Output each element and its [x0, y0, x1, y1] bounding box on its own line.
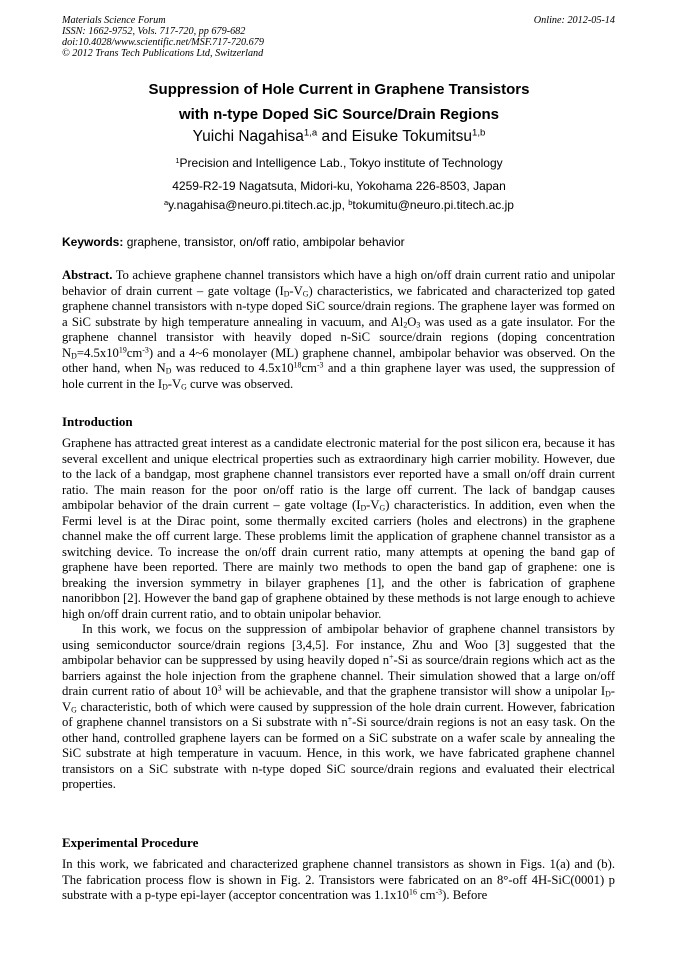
abstract-text: O — [407, 314, 417, 329]
experimental-text: ). Before — [442, 888, 488, 902]
abstract-sup: 18 — [293, 360, 302, 370]
keywords-label: Keywords: — [62, 235, 124, 249]
issn-line: ISSN: 1662-9752, Vols. 717-720, pp 679-682 — [62, 26, 246, 37]
paper-title-line1: Suppression of Hole Current in Graphene Transistors — [148, 81, 530, 98]
intro-sup: 3 — [217, 683, 222, 693]
abstract-text: cm — [301, 361, 317, 375]
abstract-sup: -3 — [142, 345, 149, 355]
abstract-sup: 19 — [118, 345, 127, 355]
abstract-sub: 3 — [416, 320, 421, 330]
abstract-text: ) and a 4~6 monolayer (ML) graphene channel, ambipolar behavior was observed. On the other hand, when N — [62, 345, 615, 375]
introduction-body — [62, 436, 615, 793]
author-2-sup: 1,b — [471, 127, 486, 139]
journal-name: Materials Science Forum — [62, 15, 166, 26]
abstract-sub: D — [162, 382, 168, 392]
author-joiner: and — [317, 128, 352, 145]
intro-sub: G — [71, 705, 77, 715]
online-date: Online: 2012-05-14 — [533, 15, 615, 26]
email-b-sup: b — [348, 197, 353, 207]
intro-text: In this work, we focus on the suppression of ambipolar behavior of graphene channel transistors by using semiconductor source/drain regions [3,4,5]. For instance, Zhu and Woo [3] suggested that the ambipolar behavior can be suppressed by using heavily doped n — [62, 622, 615, 667]
experimental-text: In this work, we fabricated and characterized graphene channel transistors as shown in Figs. 1(a) and (b). The fabrication process flow is shown in Fig. 2. Transistors were fabricated on an 8°-off 4H-SiC(0001) p substrate with a p-type epi-layer (acceptor concentration was 1.1x10 — [62, 857, 615, 902]
intro-text: Graphene has attracted great interest as a candidate electronic material for the post silicon era, because it has several excellent and unique electrical properties such as extraordinary high carrier mobility. However, due to the lack of a bandgap, most graphene channel transistors ever reported have a small on/off drain current ratio. The main reason for the poor on/off ratio is the large off current. The lack of bandgap causes ambipolar behavior of the drain current – gate voltage (I — [62, 436, 615, 512]
experimental-paragraph-1 — [62, 857, 615, 904]
intro-sub: D — [360, 503, 367, 513]
intro-text: characteristic, both of which were caused by suppression of the hole drain current. However, fabrication of graphene channel transistors on a Si substrate with n — [62, 699, 615, 729]
abstract-text: cm — [126, 345, 143, 360]
abstract-text: curve was observed. — [186, 376, 294, 391]
intro-sup: + — [389, 652, 394, 662]
email-a[interactable]: y.nagahisa@neuro.pi.titech.ac.jp — [168, 198, 342, 212]
abstract-label: Abstract. — [62, 268, 113, 282]
intro-text: -V — [62, 684, 615, 714]
experimental-text: cm — [416, 888, 436, 902]
intro-text: -V — [366, 498, 380, 512]
abstract — [62, 268, 615, 392]
intro-text: -Si as source/drain regions which act as the barriers against the hole injection from the graphene channel. Their simulation showed that a large on/off drain current ratio of about 10 — [62, 653, 615, 698]
experimental-sup: 16 — [409, 887, 417, 897]
abstract-text: To achieve graphene channel transistors which have a high on/off drain current ratio and unipolar behavior of drain current – gate voltage (I — [62, 268, 615, 298]
abstract-text: -V — [167, 376, 182, 391]
affiliation-emails — [0, 198, 678, 212]
copyright-line: © 2012 Trans Tech Publications Ltd, Switzerland — [62, 48, 264, 59]
keywords-text: graphene, transistor, on/off ratio, ambipolar behavior — [123, 235, 405, 249]
abstract-sub: G — [302, 289, 309, 299]
author-1: Yuichi Nagahisa — [192, 128, 304, 145]
abstract-text: and a thin graphene layer was used, the suppression of hole current in the I — [62, 361, 615, 391]
email-sep: , — [341, 198, 349, 212]
intro-text: ) characteristics. In addition, even when the Fermi level is at the Dirac point, some thermally excited carriers (holes and electrons) in the graphene channel make the off current large. These problems limit the application of graphene channel transistor as a switching device. To increase the on/off drain current ratio, many attempts at opening the band gap of graphene have been reported. There are mainly two methods to open the band gap of graphene: one is breaking the inversion symmetry in bilayer graphenes [1], and the other is fabrication of graphene nanoribbon [2]. However the band gap of graphene obtained by these methods is not large enough to achieve high on/off drain current ratio, and to obtain unipolar behavior. — [62, 498, 615, 621]
abstract-text: =4.5x10 — [76, 345, 119, 360]
intro-text: will be achievable, and that the graphene transistor will show a unipolar I — [221, 684, 606, 698]
intro-text: -Si source/drain regions is not an easy task. On the other hand, controlled graphene layers can be formed on a SiC substrate on a wafer scale by annealing the SiC substrate at high temperature in vacuum. Hence, in this work, we have fabricated graphene channel transistors on a SiC substrate with n-type doped SiC source/drain regions and evaluated their electrical properties. — [62, 715, 615, 791]
intro-paragraph-1 — [62, 436, 615, 622]
abstract-sub: 2 — [403, 320, 408, 330]
introduction-heading: Introduction — [62, 414, 133, 429]
abstract-text: -V — [289, 283, 303, 298]
affiliation-sup: 1 — [175, 155, 180, 165]
author-1-sup: 1,a — [303, 127, 318, 139]
abstract-text: ) characteristics, we fabricated and characterized top gated graphene channel transistors with n-type doped SiC source/drain regions. The graphene layer was formed on a SiC substrate by high temperature annealing in vacuum, and Al — [62, 283, 615, 329]
experimental-sup: -3 — [435, 887, 443, 897]
abstract-sub: D — [165, 366, 172, 376]
abstract-sub: D — [283, 289, 290, 299]
journal-header — [62, 15, 264, 59]
abstract-sub: G — [181, 382, 187, 392]
intro-paragraph-2 — [62, 622, 615, 793]
experimental-body — [62, 857, 615, 904]
intro-sub: D — [605, 689, 611, 699]
author-list — [0, 128, 678, 146]
email-b[interactable]: tokumitu@neuro.pi.titech.ac.jp — [352, 198, 514, 212]
author-2: Eisuke Tokumitsu — [351, 128, 472, 145]
affiliation-lab — [0, 156, 678, 170]
keywords — [62, 235, 617, 249]
doi-line: doi:10.4028/www.scientific.net/MSF.717-720.679 — [62, 37, 264, 48]
abstract-sup: -3 — [316, 360, 324, 370]
intro-sup: + — [347, 714, 353, 724]
experimental-heading: Experimental Procedure — [62, 835, 199, 850]
abstract-sub: D — [71, 351, 77, 361]
affiliation-lab-text: Precision and Intelligence Lab., Tokyo institute of Technology — [179, 156, 503, 170]
intro-sub: G — [379, 503, 386, 513]
email-a-sup: a — [164, 197, 169, 207]
abstract-text: was used as a gate insulator. For the graphene channel transistor with heavily doped n-SiC source/drain regions (doping concentration N — [62, 314, 615, 360]
abstract-text: was reduced to 4.5x10 — [171, 361, 294, 375]
paper-title-line2: with n-type Doped SiC Source/Drain Regions — [178, 106, 500, 123]
affiliation-address: 4259-R2-19 Nagatsuta, Midori-ku, Yokohama 226-8503, Japan — [172, 179, 506, 193]
